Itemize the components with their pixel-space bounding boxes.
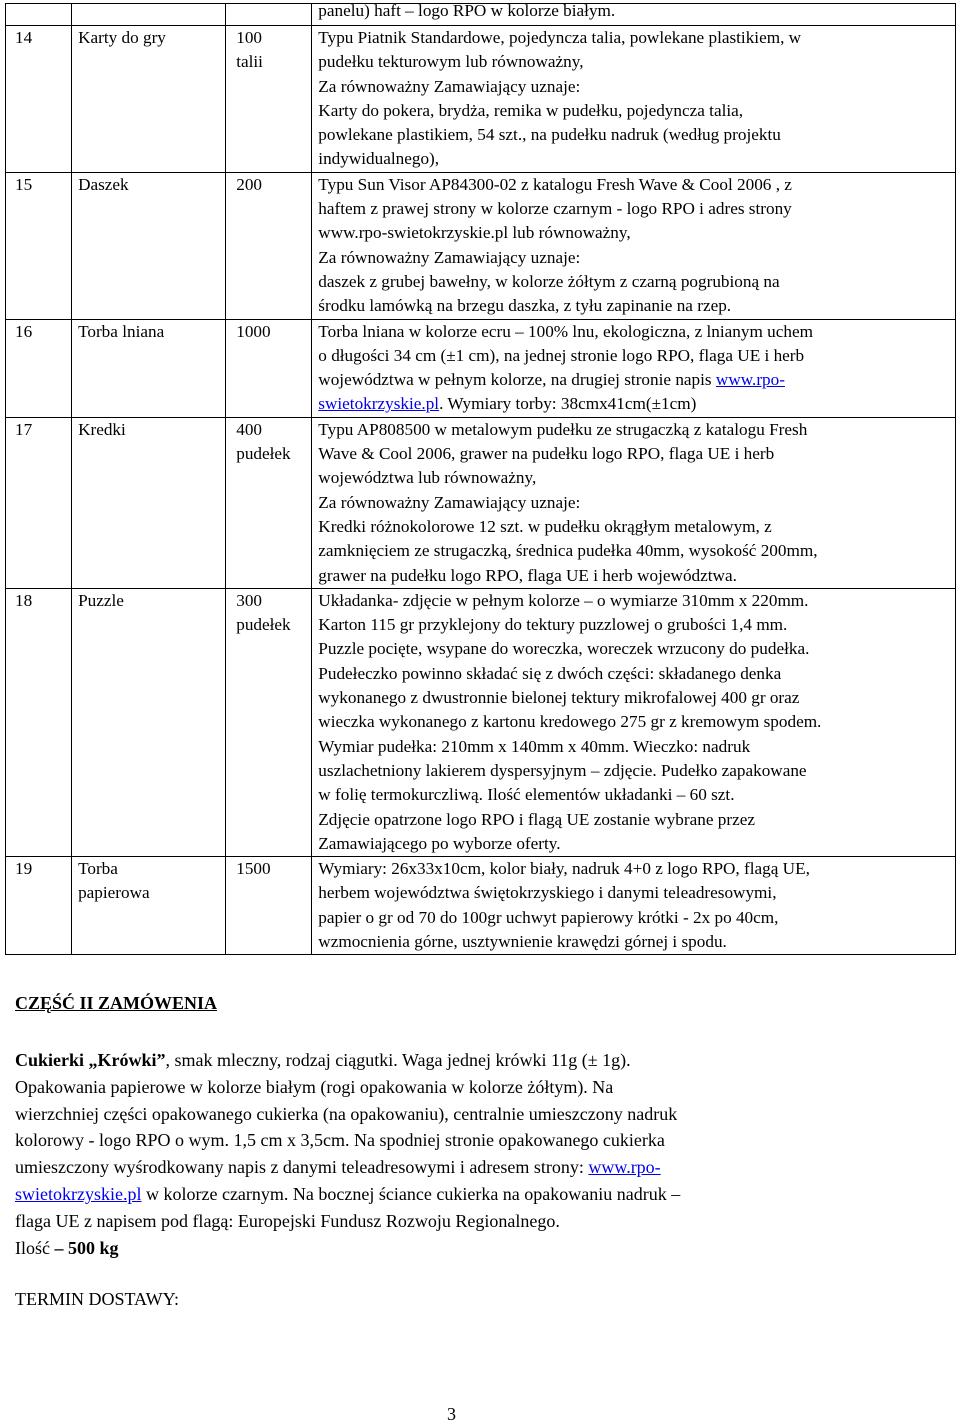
desc-line: Za równoważny Zamawiający uznaje:	[318, 247, 581, 267]
desc-line: wzmocnienia górne, usztywnienie krawędzi górnej i spodu.	[318, 931, 727, 951]
desc-line: grawer na pudełku logo RPO, flaga UE i herb województwa.	[318, 565, 737, 585]
para-line: kolorowy - logo RPO o wym. 1,5 cm x 3,5cm. Na spodniej stronie opakowanego cukierka	[15, 1130, 665, 1151]
desc-line: indywidualnego),	[318, 149, 440, 169]
desc-line: Za równoważny Zamawiający uznaje:	[318, 76, 581, 96]
row-number: 14	[15, 28, 33, 47]
item-quantity: 100	[236, 28, 262, 47]
item-name: Puzzle	[78, 590, 124, 610]
desc-line: Puzzle pocięte, wsypane do woreczka, woreczek wrzucony do pudełka.	[318, 639, 810, 659]
table-row	[6, 857, 956, 955]
item-quantity: 1000	[236, 321, 271, 341]
para-line: wierzchniej części opakowanego cukierka (na opakowaniu), centralnie umieszczony nadruk	[15, 1103, 678, 1124]
row-number: 17	[15, 419, 33, 439]
desc-line: herbem województwa świętokrzyskiego i danymi teleadresowymi,	[318, 883, 777, 903]
item-quantity-unit: pudełek	[236, 615, 291, 635]
website-link[interactable]: swietokrzyskie.pl	[15, 1183, 142, 1204]
quantity-line: Ilość – 500 kg	[15, 1237, 119, 1258]
table-row	[6, 417, 956, 588]
item-quantity: 400	[236, 419, 262, 439]
desc-line: Typu Sun Visor AP84300-02 z katalogu Fresh Wave & Cool 2006 , z	[318, 174, 792, 194]
desc-line: papier o gr od 70 do 100gr uchwyt papierowy krótki - 2x po 40cm,	[318, 907, 779, 927]
desc-line: Typu Piatnik Standardowe, pojedyncza talia, powlekane plastikiem, w	[318, 28, 802, 47]
desc-line: panelu) haft – logo RPO w kolorze białym.	[318, 1, 616, 20]
desc-line: środku lamówką na brzegu daszka, z tyłu zapinanie na rzep.	[318, 296, 732, 316]
desc-line: Wave & Cool 2006, grawer na pudełku logo RPO, flaga UE i herb	[318, 444, 775, 464]
desc-line: Układanka- zdjęcie w pełnym kolorze – o wymiarze 310mm x 220mm.	[318, 590, 809, 610]
desc-line: Zdjęcie opatrzone logo RPO i flagą UE zostanie wybrane przez	[318, 809, 755, 829]
desc-line: Wymiary: 26x33x10cm, kolor biały, nadruk 4+0 z logo RPO, flagą UE,	[318, 859, 810, 879]
item-quantity: 200	[236, 174, 262, 194]
desc-line: Zamawiającego po wyborze oferty.	[318, 833, 561, 853]
table-row	[6, 26, 956, 173]
para-line: Opakowania papierowe w kolorze białym (rogi opakowania w kolorze żółtym). Na	[15, 1076, 614, 1097]
page-number: 3	[447, 1404, 456, 1424]
desc-line: daszek z grubej bawełny, w kolorze żółtym z czarną pogrubioną na	[318, 271, 780, 291]
item-name: Karty do gry	[78, 28, 166, 47]
desc-line: uszlachetniony lakierem dyspersyjnym – zdjęcie. Pudełko zapakowane	[318, 760, 807, 780]
item-description	[312, 26, 955, 172]
desc-line: Kredki różnokolorowe 12 szt. w pudełku okrągłym metalowym, z	[318, 516, 772, 536]
desc-line: Karton 115 gr przyklejony do tektury puzzlowej o grubości 1,4 mm.	[318, 615, 788, 635]
desc-line: województwa lub równoważny,	[318, 468, 537, 488]
row-number: 18	[15, 590, 33, 610]
desc-line: o długości 34 cm (±1 cm), na jednej stronie logo RPO, flaga UE i herb	[318, 345, 805, 365]
desc-line: zamknięciem ze strugaczką, średnica pudełka 40mm, wysokość 200mm,	[318, 541, 818, 561]
para-line: flaga UE z napisem pod flagą: Europejski Fundusz Rozwoju Regionalnego.	[15, 1210, 560, 1231]
item-name: Torba papierowa	[78, 859, 150, 903]
para-line: Cukierki „Krówki”, smak mleczny, rodzaj ciągutki. Waga jednej krówki 11g (± 1g).	[15, 1050, 631, 1070]
item-quantity-unit: talii	[236, 52, 263, 72]
item-description	[312, 857, 955, 954]
quantity-value: – 500 kg	[50, 1237, 119, 1258]
item-quantity-unit: pudełek	[236, 444, 291, 464]
product-name: Cukierki „Krówki”	[15, 1050, 166, 1070]
table-row	[6, 319, 956, 417]
row-number: 15	[15, 174, 33, 194]
desc-line: haftem z prawej strony w kolorze czarnym - logo RPO i adres strony	[318, 199, 792, 219]
items-table	[5, 3, 956, 955]
desc-line: www.rpo-swietokrzyskie.pl lub równoważny,	[318, 223, 631, 243]
desc-line: wykonanego z dwustronnie bielonej tektury mikrofalowej 400 gr oraz	[318, 688, 800, 708]
desc-line: województwa w pełnym kolorze, na drugiej stronie napis www.rpo-	[318, 370, 785, 390]
desc-line: Karty do pokera, brydża, remika w pudełku, pojedyncza talia,	[318, 100, 744, 120]
desc-line: Pudełeczko powinno składać się z dwóch części: składanego denka	[318, 663, 782, 683]
item-name: Daszek	[78, 174, 129, 194]
row-number: 19	[15, 859, 33, 879]
item-name: Torba lniana	[78, 321, 165, 341]
item-description	[312, 418, 955, 588]
desc-line: pudełku tekturowym lub równoważny,	[318, 52, 584, 72]
para-line: swietokrzyskie.pl w kolorze czarnym. Na bocznej ściance cukierka na opakowaniu nadruk –	[15, 1183, 681, 1204]
item-description	[312, 320, 955, 417]
item-description	[312, 589, 955, 856]
item-name: Kredki	[78, 419, 126, 439]
table-row-fragment	[6, 4, 956, 26]
website-link[interactable]: www.rpo-	[715, 370, 785, 390]
item-quantity: 300	[236, 590, 262, 610]
desc-line: Wymiar pudełka: 210mm x 140mm x 40mm. Wieczko: nadruk	[318, 736, 751, 756]
website-link[interactable]: www.rpo-	[588, 1157, 661, 1178]
table-row	[6, 588, 956, 856]
desc-line: powlekane plastikiem, 54 szt., na pudełku nadruk (według projektu	[318, 125, 781, 145]
para-line: umieszczony wyśrodkowany napis z danymi teleadresowymi i adresem strony: www.rpo-	[15, 1157, 661, 1178]
desc-line: wieczka wykonanego z kartonu kredowego 275 gr z kremowym spodem.	[318, 712, 822, 732]
table-row	[6, 172, 956, 319]
desc-line: swietokrzyskie.pl. Wymiary torby: 38cmx41cm(±1cm)	[318, 394, 697, 414]
desc-line: w folię termokurczliwą. Ilość elementów układanki – 60 szt.	[318, 785, 735, 805]
delivery-term-label: TERMIN DOSTAWY:	[15, 1289, 179, 1309]
desc-line: Za równoważny Zamawiający uznaje:	[318, 492, 581, 512]
desc-line: Torba lniana w kolorze ecru – 100% lnu, ekologiczna, z lnianym uchem	[318, 321, 813, 341]
row-number: 16	[15, 321, 33, 341]
item-description	[312, 173, 955, 319]
desc-line: Typu AP808500 w metalowym pudełku ze strugaczką z katalogu Fresh	[318, 419, 808, 439]
website-link[interactable]: swietokrzyskie.pl	[318, 394, 440, 414]
item-quantity: 1500	[236, 859, 271, 879]
section-heading: CZĘŚĆ II ZAMÓWENIA	[15, 993, 218, 1013]
order-paragraph	[15, 1047, 915, 1261]
